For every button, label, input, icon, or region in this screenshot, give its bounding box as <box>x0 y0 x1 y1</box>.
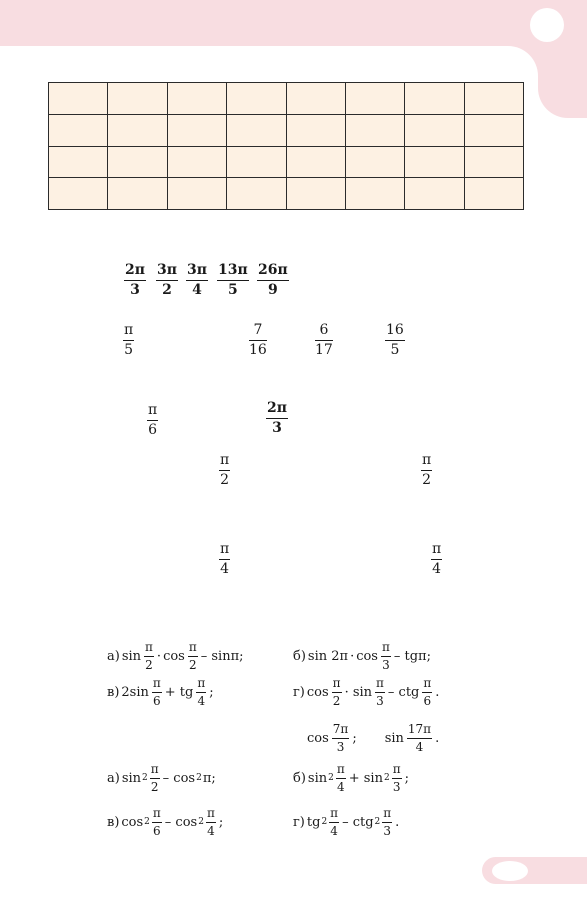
numerator: π <box>383 806 392 820</box>
numerator: 7 <box>253 322 263 338</box>
numerator: 17π <box>407 722 432 736</box>
numerator: π <box>152 676 161 690</box>
term: – cos <box>164 814 198 830</box>
table-cell <box>286 83 345 115</box>
expression-b <box>292 640 432 672</box>
fraction-bar <box>152 692 162 693</box>
fraction-bar <box>431 559 442 560</box>
expression-g <box>292 676 440 708</box>
table-cell <box>167 146 226 178</box>
page-number-circle <box>530 8 564 42</box>
denominator: 5 <box>227 282 238 298</box>
table-cell <box>108 114 167 146</box>
table-cell <box>227 114 286 146</box>
numerator: π <box>197 676 206 690</box>
denominator: 4 <box>197 694 206 708</box>
fraction <box>152 676 162 708</box>
fraction-bar <box>381 656 391 657</box>
func-cos: cos <box>306 684 329 700</box>
fraction <box>329 806 339 838</box>
term: · sin <box>344 684 373 700</box>
fraction-bar <box>188 656 198 657</box>
item-label: г) <box>293 684 305 700</box>
numerator: π <box>336 762 345 776</box>
table-cell <box>49 178 108 210</box>
denominator: 3 <box>392 780 401 794</box>
table-cell <box>286 146 345 178</box>
table-cell <box>464 146 523 178</box>
fraction <box>219 452 230 488</box>
func-tg: tg <box>306 814 321 830</box>
fraction <box>150 762 160 794</box>
denominator: 2 <box>162 282 172 298</box>
fraction-bar <box>156 280 178 281</box>
denominator: 2 <box>188 658 197 672</box>
page-number-oval <box>492 861 528 881</box>
fraction-bar <box>422 692 432 693</box>
fraction <box>375 676 385 708</box>
item-label: а) <box>107 770 120 786</box>
numerator: 3π <box>157 262 177 278</box>
table-cell <box>286 178 345 210</box>
expression-cos-sin <box>306 722 440 754</box>
fraction-bar <box>123 340 134 341</box>
denominator: 3 <box>272 420 282 436</box>
fraction <box>315 322 333 358</box>
fraction-bar <box>150 778 160 779</box>
numerator: π <box>188 640 197 654</box>
denominator: 9 <box>267 282 278 298</box>
fraction <box>144 640 154 672</box>
table-cell <box>286 114 345 146</box>
expression-g2 <box>292 806 400 838</box>
exponent: 2 <box>374 817 381 827</box>
item-label: в) <box>107 684 120 700</box>
fraction-bar <box>407 738 432 739</box>
denominator: 2 <box>332 694 341 708</box>
numerator: π <box>145 640 153 654</box>
table-cell <box>167 114 226 146</box>
term: + tg <box>164 684 194 700</box>
fraction <box>206 806 216 838</box>
end-mark: . <box>435 730 440 746</box>
numerator: π <box>206 806 215 820</box>
numerator: 6 <box>319 322 329 338</box>
numerator: π <box>152 806 161 820</box>
numerator: π <box>432 541 442 557</box>
empty-table <box>48 82 524 210</box>
denominator: 16 <box>249 342 267 358</box>
table-cell <box>227 178 286 210</box>
func-sin: sin <box>307 770 328 786</box>
fraction-bar <box>382 822 392 823</box>
fraction <box>124 262 146 298</box>
func-cos: cos <box>356 648 378 664</box>
fraction <box>431 541 442 577</box>
fraction <box>249 322 267 358</box>
end-mark: . <box>435 684 440 700</box>
fraction-bar <box>152 822 162 823</box>
fraction <box>219 541 230 577</box>
numerator: π <box>332 676 341 690</box>
numerator: 2π <box>125 262 145 278</box>
header-tab <box>538 30 587 118</box>
dot: · <box>350 648 355 664</box>
fraction <box>123 322 134 358</box>
table-cell <box>345 114 404 146</box>
denominator: 3 <box>336 740 345 754</box>
numerator: π <box>330 806 339 820</box>
denominator: 6 <box>153 824 161 838</box>
numerator: π <box>423 676 432 690</box>
fraction-bar <box>219 470 230 471</box>
denominator: 4 <box>336 780 345 794</box>
expression-b2 <box>292 762 410 794</box>
denominator: 6 <box>148 422 158 438</box>
denominator: 3 <box>382 658 390 672</box>
table-cell <box>108 178 167 210</box>
exponent: 2 <box>144 817 150 827</box>
table-row <box>49 114 524 146</box>
denominator: 4 <box>330 824 338 838</box>
numerator: 16 <box>386 322 404 338</box>
table-cell <box>464 83 523 115</box>
fraction <box>152 806 162 838</box>
numerator: π <box>381 640 390 654</box>
fraction-bar <box>315 340 333 341</box>
table-cell <box>49 83 108 115</box>
table-cell <box>227 83 286 115</box>
term: – ctg <box>342 814 374 830</box>
term: – ctg <box>387 684 420 700</box>
denominator: 5 <box>124 342 134 358</box>
fraction-bar <box>421 470 432 471</box>
fraction <box>407 722 432 754</box>
fraction <box>188 640 198 672</box>
denominator: 4 <box>432 561 442 577</box>
denominator: 2 <box>220 472 230 488</box>
denominator: 5 <box>390 342 400 358</box>
denominator: 2 <box>145 658 153 672</box>
fraction <box>186 262 208 298</box>
item-label: б) <box>293 648 306 664</box>
fraction-bar <box>206 822 216 823</box>
expression-a <box>106 640 245 672</box>
term: sin 2π <box>307 648 349 664</box>
fraction <box>147 402 158 438</box>
fraction <box>336 762 346 794</box>
fraction <box>422 676 432 708</box>
table-row <box>49 178 524 210</box>
fraction <box>421 452 432 488</box>
func-cos: cos <box>307 730 329 746</box>
table-cell <box>345 146 404 178</box>
end-mark: ; <box>404 770 409 786</box>
item-label: в) <box>107 814 120 830</box>
func-sin: sin <box>121 770 142 786</box>
term: – cos <box>162 770 196 786</box>
fraction-bar <box>124 280 146 281</box>
table-cell <box>108 83 167 115</box>
fraction-bar <box>219 559 230 560</box>
denominator: 17 <box>315 342 333 358</box>
fraction <box>385 322 405 358</box>
term: π; <box>202 770 216 786</box>
header-band <box>0 0 587 46</box>
func-sin: sin <box>121 648 142 664</box>
denominator: 4 <box>192 282 202 298</box>
table-cell <box>108 146 167 178</box>
denominator: 4 <box>220 561 230 577</box>
table-cell <box>405 114 464 146</box>
exponent: 2 <box>196 773 202 783</box>
exponent: 2 <box>321 817 328 827</box>
numerator: π <box>220 452 230 468</box>
end-mark: ; <box>218 814 224 830</box>
table-cell <box>464 178 523 210</box>
numerator: π <box>422 452 432 468</box>
table-cell <box>405 178 464 210</box>
denominator: 2 <box>422 472 432 488</box>
end-mark: ; <box>209 684 214 700</box>
fraction-bar <box>196 692 206 693</box>
numerator: π <box>376 676 384 690</box>
fraction-bar <box>375 692 385 693</box>
fraction-bar <box>147 420 158 421</box>
numerator: 7π <box>332 722 349 736</box>
fraction <box>332 722 350 754</box>
table-cell <box>167 178 226 210</box>
term: 2sin <box>121 684 149 700</box>
numerator: 2π <box>267 400 287 416</box>
table-cell <box>227 146 286 178</box>
fraction-bar <box>332 738 350 739</box>
table-cell <box>464 114 523 146</box>
numerator: π <box>150 762 159 776</box>
term: + sin <box>348 770 383 786</box>
exponent: 2 <box>383 773 390 783</box>
denominator: 3 <box>376 694 384 708</box>
table-cell <box>345 83 404 115</box>
fraction-bar <box>144 656 154 657</box>
numerator: π <box>124 322 134 338</box>
term: – sinπ; <box>200 648 244 664</box>
denominator: 4 <box>207 824 215 838</box>
denominator: 4 <box>415 740 424 754</box>
func-sin: sin <box>384 730 404 746</box>
fraction-bar <box>249 340 267 341</box>
fraction <box>217 262 249 298</box>
numerator: π <box>148 402 158 418</box>
fraction <box>257 262 289 298</box>
item-label: б) <box>293 770 306 786</box>
denominator: 3 <box>383 824 392 838</box>
table-row <box>49 83 524 115</box>
fraction-bar <box>257 280 289 281</box>
fraction <box>196 676 206 708</box>
fraction-bar <box>217 280 249 281</box>
table-cell <box>405 146 464 178</box>
table-row <box>49 146 524 178</box>
item-label: г) <box>293 814 305 830</box>
exponent: 2 <box>142 773 148 783</box>
table-cell <box>49 114 108 146</box>
fraction-bar <box>332 692 342 693</box>
item-label: а) <box>107 648 120 664</box>
table-cell <box>345 178 404 210</box>
numerator: 26π <box>258 262 288 278</box>
fraction-bar <box>385 340 405 341</box>
denominator: 3 <box>130 282 140 298</box>
dot: · <box>156 648 162 664</box>
denominator: 6 <box>423 694 432 708</box>
numerator: π <box>392 762 401 776</box>
fraction <box>332 676 342 708</box>
expression-v2 <box>106 806 224 838</box>
end-mark: . <box>395 814 400 830</box>
fraction <box>266 400 288 436</box>
fraction <box>392 762 402 794</box>
table-cell <box>49 146 108 178</box>
denominator: 2 <box>150 780 159 794</box>
func-cos: cos <box>163 648 185 664</box>
exponent: 2 <box>198 817 204 827</box>
exponent: 2 <box>328 773 334 783</box>
fraction-bar <box>266 418 288 419</box>
fraction <box>382 806 392 838</box>
fraction-bar <box>186 280 208 281</box>
term: – tgπ; <box>393 648 431 664</box>
table-cell <box>405 83 464 115</box>
numerator: 13π <box>218 262 248 278</box>
numerator: π <box>220 541 230 557</box>
denominator: 6 <box>153 694 161 708</box>
table-cell <box>167 83 226 115</box>
separator: ; <box>352 730 357 746</box>
func-cos: cos <box>121 814 144 830</box>
header-band-corner <box>508 46 538 76</box>
fraction-bar <box>392 778 402 779</box>
fraction-bar <box>336 778 346 779</box>
expression-v <box>106 676 215 708</box>
fraction <box>156 262 178 298</box>
fraction-bar <box>329 822 339 823</box>
fraction <box>381 640 391 672</box>
numerator: 3π <box>187 262 207 278</box>
expression-a2 <box>106 762 217 794</box>
